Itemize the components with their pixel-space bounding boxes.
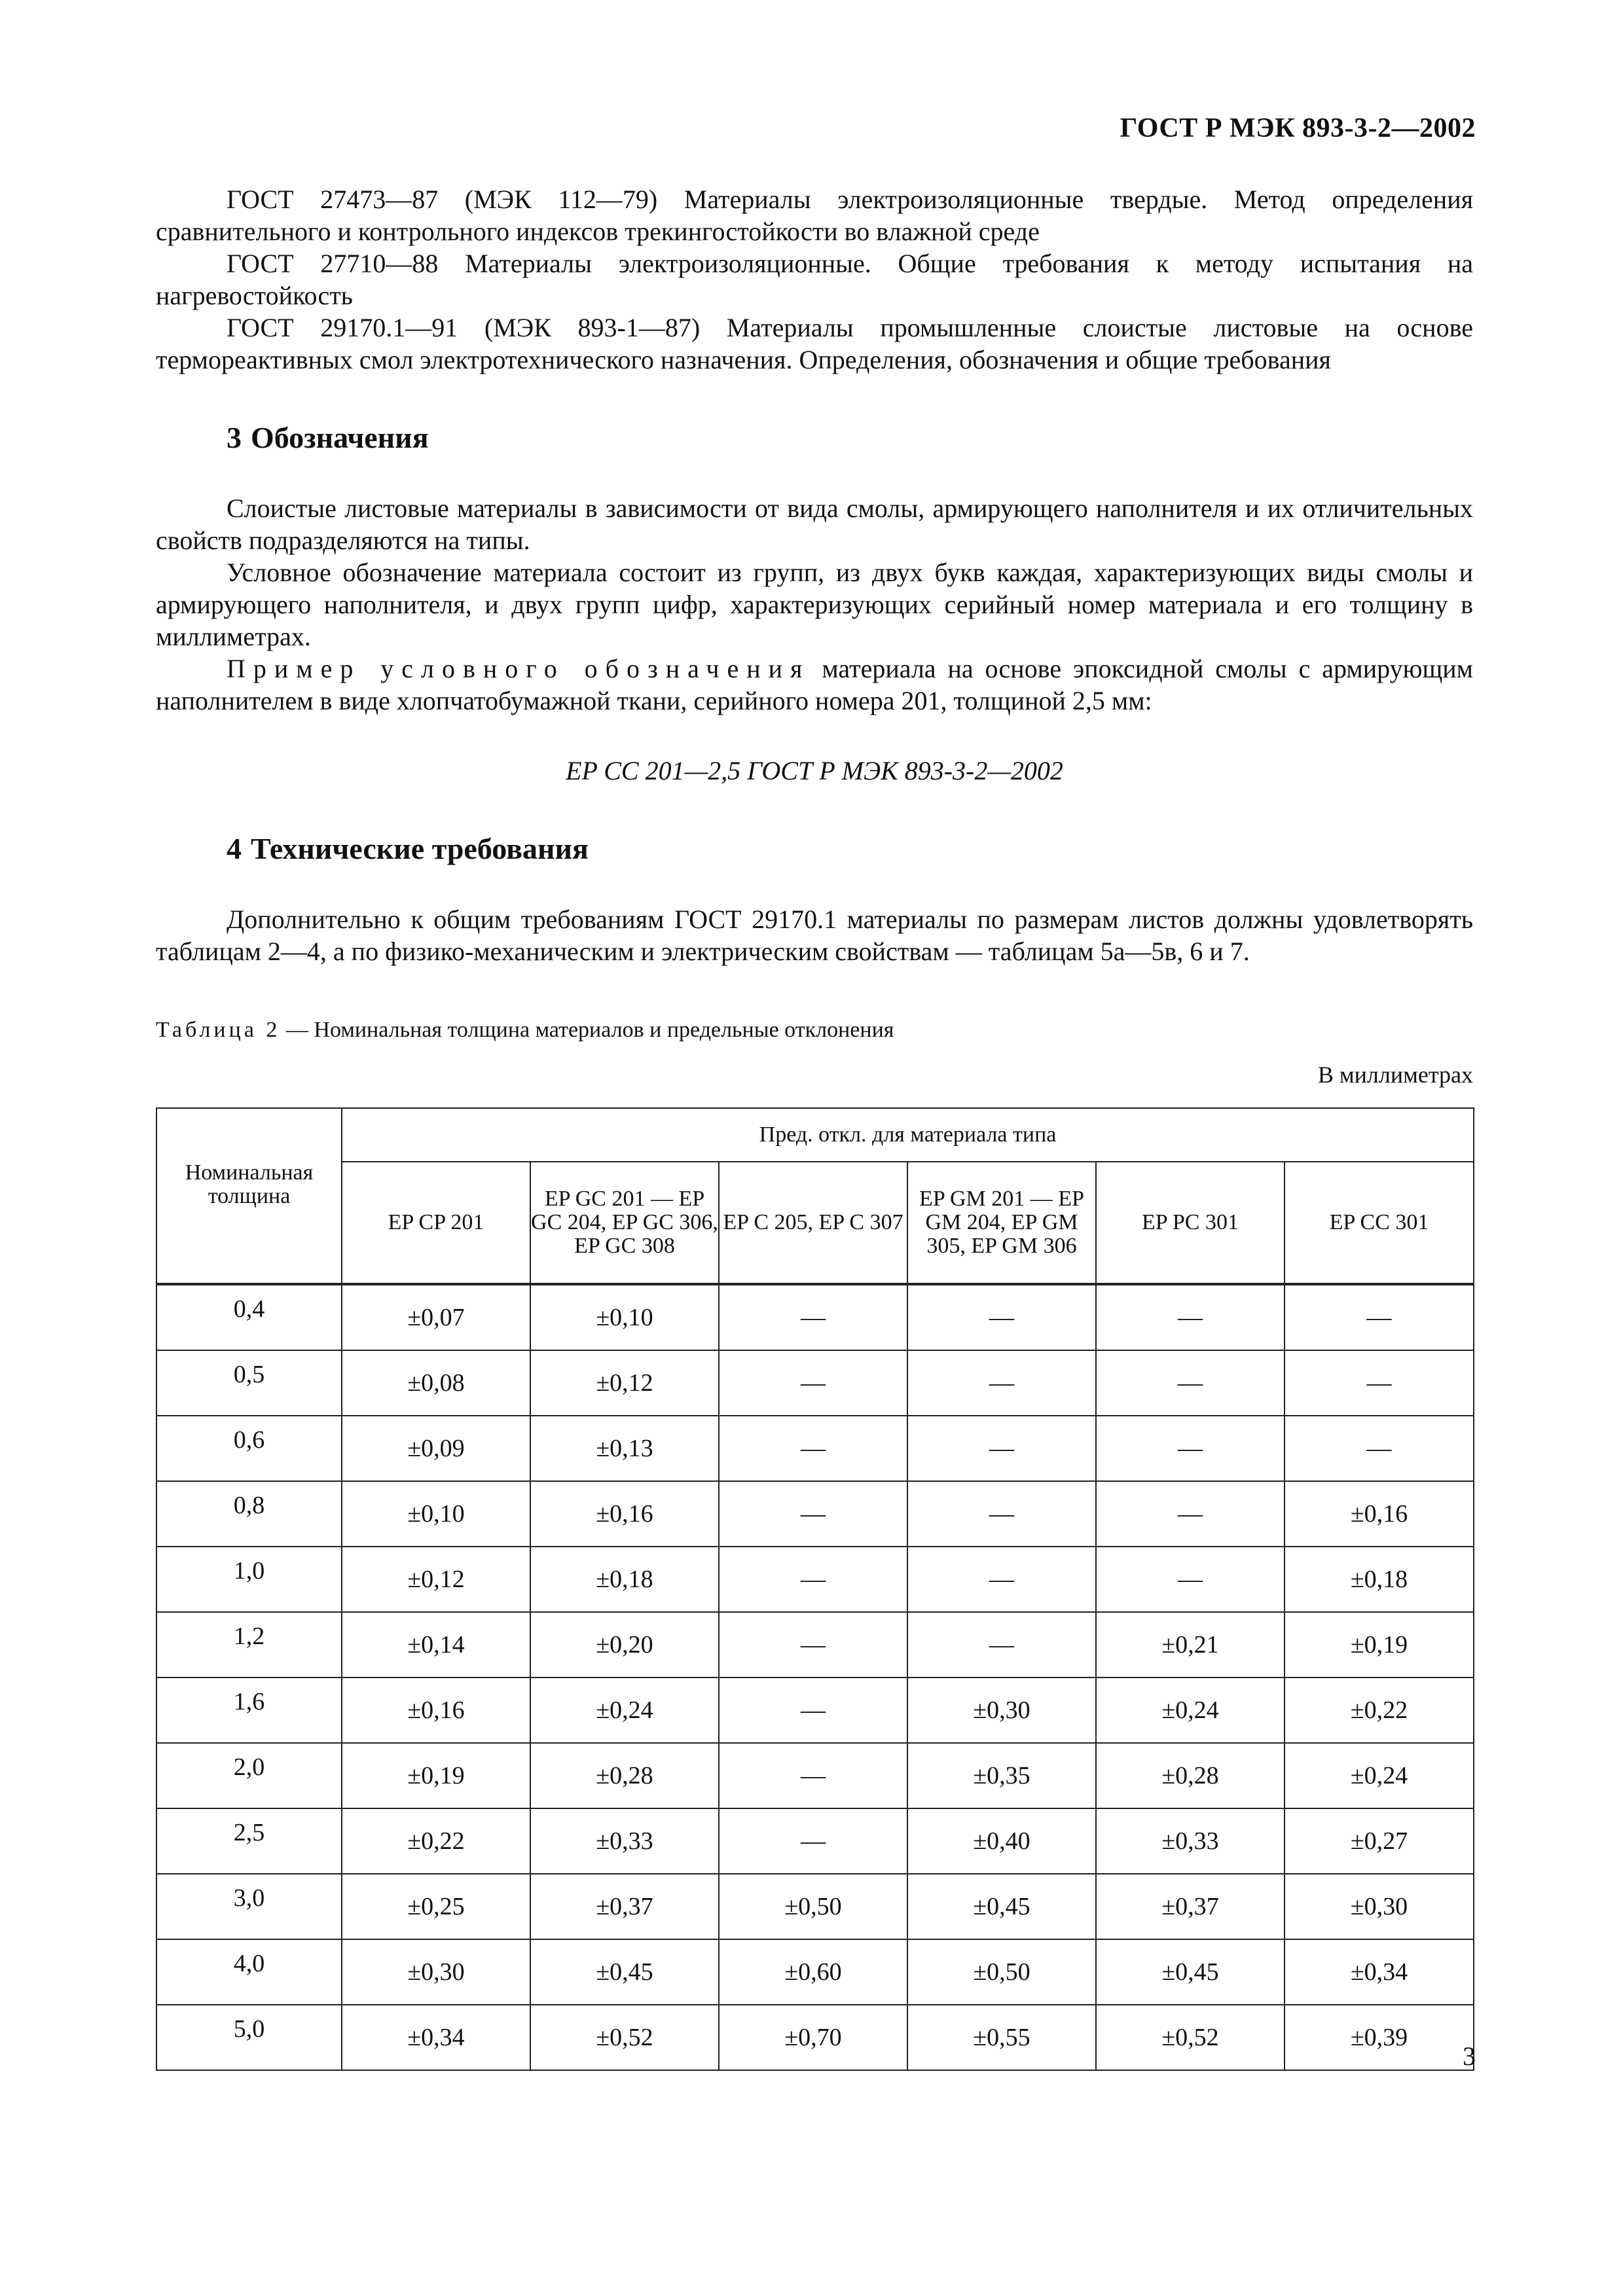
table-cell-tolerance: ±0,55 bbox=[907, 2005, 1096, 2070]
section-3-number: 3 bbox=[227, 421, 242, 454]
table-column-header: EP CP 201 bbox=[342, 1162, 530, 1284]
table-cell-tolerance: ±0,08 bbox=[342, 1350, 530, 1416]
section-4-title: Технические требования bbox=[251, 832, 589, 865]
example-label: Пример условного обозначения bbox=[227, 654, 811, 683]
table-cell-tolerance: ±0,33 bbox=[530, 1808, 719, 1874]
table-cell-tolerance: ±0,19 bbox=[342, 1743, 530, 1808]
table-cell-tolerance: ±0,14 bbox=[342, 1612, 530, 1677]
table-2-caption-text: — Номинальная толщина материалов и предельные отклонения bbox=[280, 1018, 894, 1042]
table-cell-tolerance: ±0,34 bbox=[342, 2005, 530, 2070]
table-cell-tolerance: ±0,37 bbox=[1096, 1874, 1285, 1939]
table-cell-tolerance: ±0,07 bbox=[342, 1284, 530, 1350]
table-cell-tolerance: ±0,33 bbox=[1096, 1808, 1285, 1874]
table-cell-tolerance: — bbox=[1096, 1481, 1285, 1547]
table-2-caption bbox=[156, 1017, 1473, 1043]
table-cell-tolerance: ±0,09 bbox=[342, 1416, 530, 1481]
table-cell-tolerance: ±0,12 bbox=[342, 1547, 530, 1612]
table-cell-tolerance: ±0,22 bbox=[1285, 1677, 1474, 1743]
table-cell-tolerance: ±0,16 bbox=[1285, 1481, 1474, 1547]
table-cell-tolerance: ±0,30 bbox=[342, 1939, 530, 2005]
table-row bbox=[156, 1808, 1474, 1874]
page-body bbox=[156, 183, 1473, 2071]
table-2 bbox=[156, 1107, 1474, 2071]
table-row bbox=[156, 1350, 1474, 1416]
table-row bbox=[156, 1939, 1474, 2005]
table-cell-tolerance: ±0,19 bbox=[1285, 1612, 1474, 1677]
table-header-nominal-thickness: Номинальная толщина bbox=[156, 1108, 342, 1284]
table-cell-tolerance: — bbox=[719, 1808, 907, 1874]
table-cell-tolerance: ±0,16 bbox=[342, 1677, 530, 1743]
table-cell-tolerance: ±0,21 bbox=[1096, 1612, 1285, 1677]
table-cell-tolerance: ±0,27 bbox=[1285, 1808, 1474, 1874]
table-cell-tolerance: — bbox=[1096, 1547, 1285, 1612]
table-cell-tolerance: ±0,37 bbox=[530, 1874, 719, 1939]
table-cell-tolerance: ±0,60 bbox=[719, 1939, 907, 2005]
table-cell-tolerance: ±0,13 bbox=[530, 1416, 719, 1481]
table-cell-tolerance: — bbox=[1096, 1350, 1285, 1416]
table-cell-tolerance: — bbox=[1285, 1416, 1474, 1481]
table-cell-tolerance: ±0,30 bbox=[907, 1677, 1096, 1743]
section-3-paragraph-1: Слоистые листовые материалы в зависимости от вида смолы, армирующего наполнителя и их отличительных свойств подразделяются на типы. bbox=[156, 493, 1473, 555]
table-cell-tolerance: ±0,70 bbox=[719, 2005, 907, 2070]
table-cell-tolerance: ±0,40 bbox=[907, 1808, 1096, 1874]
table-header-group: Пред. откл. для материала типа bbox=[342, 1108, 1474, 1162]
table-cell-tolerance: — bbox=[907, 1612, 1096, 1677]
table-cell-tolerance: — bbox=[907, 1350, 1096, 1416]
example-designation: EP CC 201—2,5 ГОСТ Р МЭК 893-3-2—2002 bbox=[566, 756, 1063, 785]
table-cell-tolerance: — bbox=[1285, 1284, 1474, 1350]
table-row bbox=[156, 1874, 1474, 1939]
table-cell-tolerance: — bbox=[719, 1350, 907, 1416]
table-cell-tolerance: — bbox=[719, 1416, 907, 1481]
table-cell-tolerance: ±0,52 bbox=[530, 2005, 719, 2070]
table-cell-thickness: 3,0 bbox=[156, 1874, 342, 1939]
table-cell-tolerance: — bbox=[719, 1612, 907, 1677]
section-3-title: Обозначения bbox=[251, 421, 429, 454]
section-3-heading bbox=[227, 422, 1473, 454]
table-cell-tolerance: — bbox=[907, 1547, 1096, 1612]
table-cell-tolerance: — bbox=[719, 1677, 907, 1743]
table-cell-tolerance: ±0,18 bbox=[530, 1547, 719, 1612]
table-cell-tolerance: ±0,45 bbox=[907, 1874, 1096, 1939]
section-4-number: 4 bbox=[227, 832, 242, 865]
table-cell-tolerance: ±0,50 bbox=[719, 1874, 907, 1939]
table-cell-tolerance: ±0,34 bbox=[1285, 1939, 1474, 2005]
table-cell-tolerance: — bbox=[719, 1743, 907, 1808]
table-cell-tolerance: ±0,45 bbox=[530, 1939, 719, 2005]
table-cell-thickness: 0,6 bbox=[156, 1416, 342, 1481]
table-cell-thickness: 4,0 bbox=[156, 1939, 342, 2005]
table-cell-tolerance: ±0,10 bbox=[530, 1284, 719, 1350]
reference-gost-27473: ГОСТ 27473—87 (МЭК 112—79) Материалы электроизоляционные твердые. Метод определения сравнительного и контрольного индексов трекингостойкости во влажной среде bbox=[156, 185, 1473, 246]
table-column-header: EP CC 301 bbox=[1285, 1162, 1474, 1284]
table-cell-thickness: 0,5 bbox=[156, 1350, 342, 1416]
table-cell-tolerance: ±0,22 bbox=[342, 1808, 530, 1874]
table-cell-thickness: 1,6 bbox=[156, 1677, 342, 1743]
table-cell-tolerance: ±0,52 bbox=[1096, 2005, 1285, 2070]
table-row bbox=[156, 1481, 1474, 1547]
table-cell-tolerance: — bbox=[719, 1284, 907, 1350]
reference-gost-29170: ГОСТ 29170.1—91 (МЭК 893-1—87) Материалы промышленные слоистые листовые на основе термореактивных смол электротехнического назначения. Определения, обозначения и общие требования bbox=[156, 313, 1473, 374]
table-cell-tolerance: ±0,39 bbox=[1285, 2005, 1474, 2070]
table-row bbox=[156, 1547, 1474, 1612]
table-row bbox=[156, 1612, 1474, 1677]
table-cell-tolerance: — bbox=[719, 1547, 907, 1612]
table-cell-tolerance: ±0,20 bbox=[530, 1612, 719, 1677]
table-row bbox=[156, 1743, 1474, 1808]
table-row bbox=[156, 1416, 1474, 1481]
section-4-paragraph-1: Дополнительно к общим требованиям ГОСТ 29170.1 материалы по размерам листов должны удовлетворять таблицам 2—4, а по физико-механическим и электрическим свойствам — таблицам 5а—5в, 6 и 7. bbox=[156, 905, 1473, 966]
table-cell-tolerance: ±0,10 bbox=[342, 1481, 530, 1547]
table-cell-tolerance: — bbox=[907, 1284, 1096, 1350]
table-2-caption-label: Таблица 2 bbox=[156, 1018, 281, 1042]
section-3-example bbox=[156, 653, 1473, 717]
table-cell-tolerance: ±0,45 bbox=[1096, 1939, 1285, 2005]
table-cell-tolerance: — bbox=[1096, 1284, 1285, 1350]
table-row bbox=[156, 1284, 1474, 1350]
table-row bbox=[156, 1677, 1474, 1743]
page-number: 3 bbox=[1463, 2041, 1476, 2071]
table-cell-thickness: 0,8 bbox=[156, 1481, 342, 1547]
table-cell-tolerance: ±0,24 bbox=[530, 1677, 719, 1743]
example-text: материала на основе эпоксидной смолы с армирующим наполнителем в виде хлопчатобумажной ткани, серийного номера 201, толщиной 2,5 мм: bbox=[156, 654, 1473, 715]
table-cell-thickness: 2,5 bbox=[156, 1808, 342, 1874]
table-cell-tolerance: — bbox=[719, 1481, 907, 1547]
table-cell-tolerance: — bbox=[1096, 1416, 1285, 1481]
table-cell-thickness: 2,0 bbox=[156, 1743, 342, 1808]
table-column-header: EP C 205, EP C 307 bbox=[719, 1162, 907, 1284]
table-column-header: EP GC 201 — EP GC 204, EP GC 306, EP GC 308 bbox=[530, 1162, 719, 1284]
table-cell-tolerance: ±0,28 bbox=[1096, 1743, 1285, 1808]
reference-gost-27710: ГОСТ 27710—88 Материалы электроизоляционные. Общие требования к методу испытания на нагревостойкость bbox=[156, 249, 1473, 310]
table-column-header: EP GM 201 — EP GM 204, EP GM 305, EP GM 306 bbox=[907, 1162, 1096, 1284]
table-cell-tolerance: ±0,30 bbox=[1285, 1874, 1474, 1939]
table-cell-tolerance: ±0,35 bbox=[907, 1743, 1096, 1808]
table-cell-tolerance: ±0,12 bbox=[530, 1350, 719, 1416]
table-row bbox=[156, 2005, 1474, 2070]
table-cell-tolerance: — bbox=[907, 1481, 1096, 1547]
table-cell-tolerance: ±0,16 bbox=[530, 1481, 719, 1547]
document-header-code: ГОСТ Р МЭК 893-3-2—2002 bbox=[1120, 113, 1476, 143]
table-cell-tolerance: — bbox=[1285, 1350, 1474, 1416]
table-column-header: EP PC 301 bbox=[1096, 1162, 1285, 1284]
table-cell-tolerance: — bbox=[907, 1416, 1096, 1481]
section-4-heading bbox=[227, 833, 1473, 865]
table-cell-thickness: 5,0 bbox=[156, 2005, 342, 2070]
section-3-paragraph-2: Условное обозначение материала состоит из групп, из двух букв каждая, характеризующих виды смолы и армирующего наполнителя, и двух групп цифр, характеризующих серийный номер материала и его толщину в миллиметрах. bbox=[156, 558, 1473, 651]
table-cell-tolerance: ±0,25 bbox=[342, 1874, 530, 1939]
table-cell-tolerance: ±0,28 bbox=[530, 1743, 719, 1808]
table-cell-thickness: 1,0 bbox=[156, 1547, 342, 1612]
table-cell-tolerance: ±0,18 bbox=[1285, 1547, 1474, 1612]
table-cell-tolerance: ±0,50 bbox=[907, 1939, 1096, 2005]
table-cell-thickness: 1,2 bbox=[156, 1612, 342, 1677]
table-2-unit: В миллиметрах bbox=[1317, 1062, 1473, 1088]
table-cell-thickness: 0,4 bbox=[156, 1284, 342, 1350]
table-cell-tolerance: ±0,24 bbox=[1096, 1677, 1285, 1743]
table-cell-tolerance: ±0,24 bbox=[1285, 1743, 1474, 1808]
